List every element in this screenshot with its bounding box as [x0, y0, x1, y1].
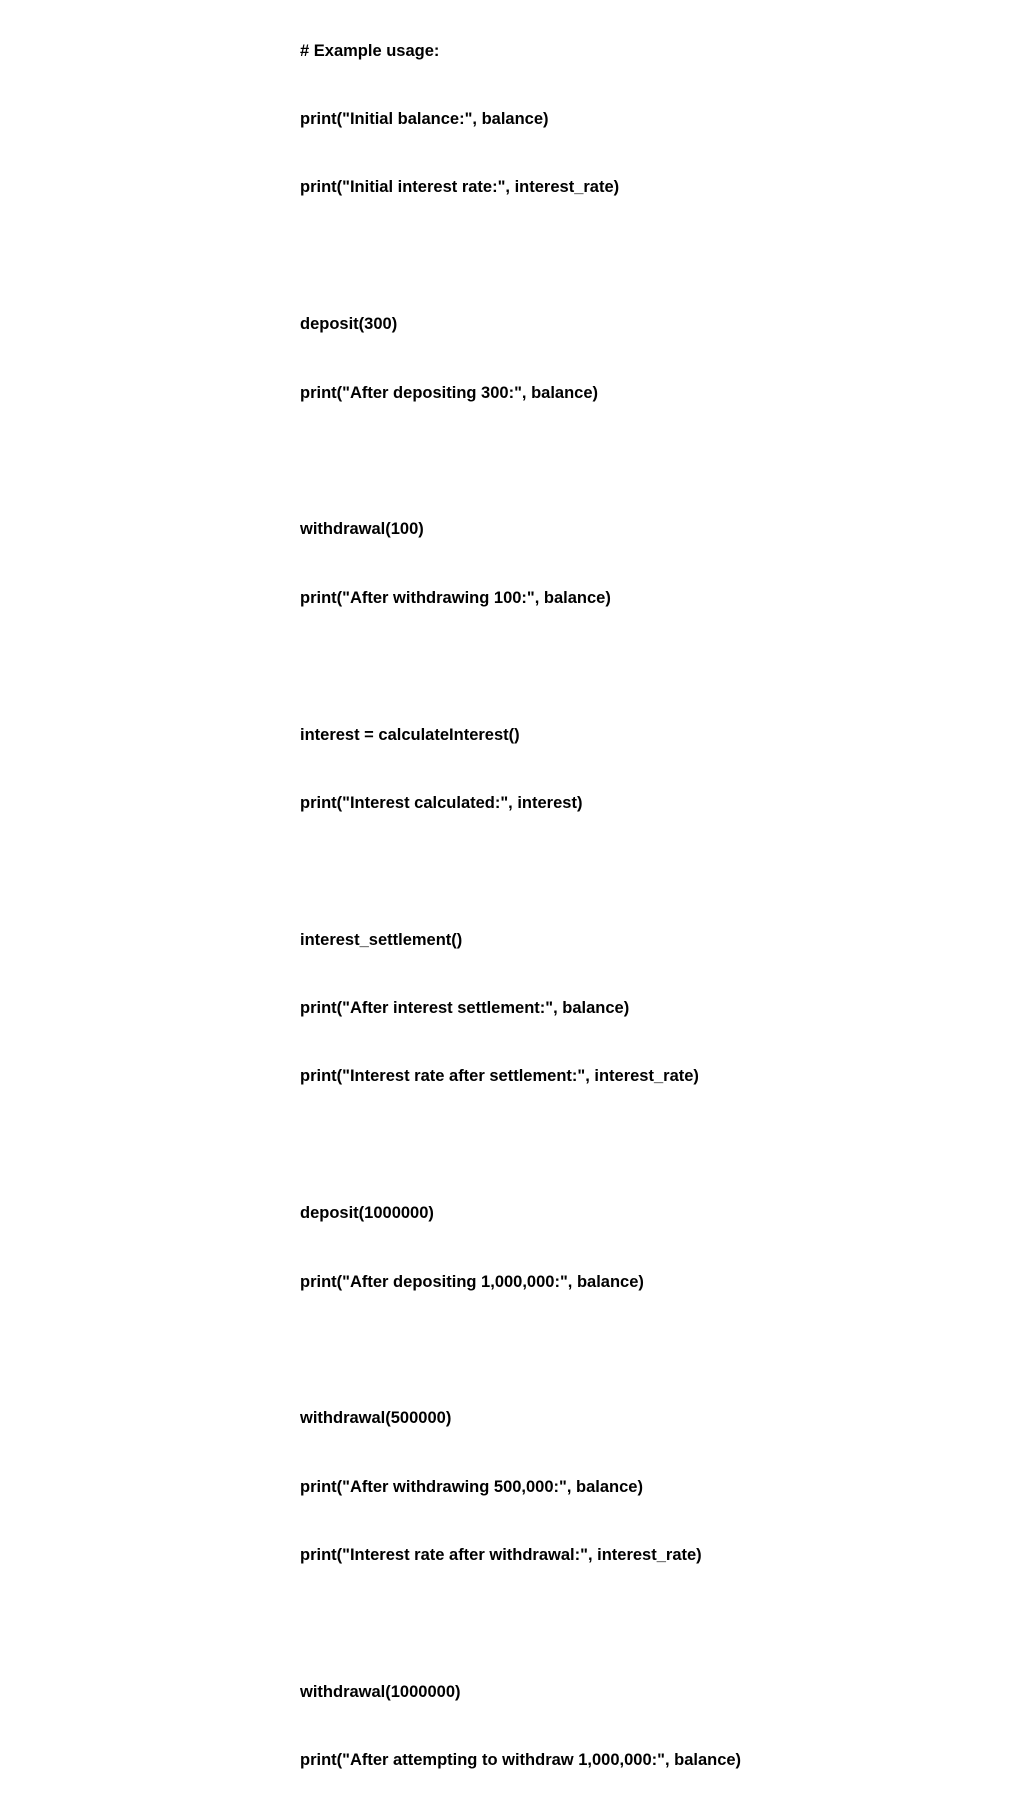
- code-line: print("Interest calculated:", interest): [300, 793, 583, 812]
- code-line: print("After interest settlement:", balance): [300, 999, 630, 1018]
- code-line: withdrawal(100): [300, 520, 424, 539]
- code-line: print("After depositing 1,000,000:", balance): [300, 1272, 644, 1291]
- code-line: print("Interest rate after withdrawal:", interest_rate): [300, 1546, 702, 1565]
- code-line: [300, 860, 741, 883]
- code-line: withdrawal(1000000): [300, 1682, 461, 1701]
- code-line: deposit(1000000): [300, 1204, 434, 1223]
- code-block: [300, 0, 741, 1818]
- code-line: interest_settlement(): [300, 930, 463, 949]
- code-line: withdrawal(500000): [300, 1409, 452, 1428]
- code-line: print("After withdrawing 500,000:", balance): [300, 1477, 643, 1496]
- code-line: interest = calculateInterest(): [300, 725, 520, 744]
- code-line: [300, 1339, 741, 1362]
- code-line: print("After depositing 300:", balance): [300, 383, 599, 402]
- code-line: print("Interest rate after settlement:", interest_rate): [300, 1067, 699, 1086]
- code-line: print("Initial balance:", balance): [300, 109, 549, 128]
- code-line: # Example usage:: [300, 41, 440, 60]
- code-line: deposit(300): [300, 315, 398, 334]
- code-line: [300, 450, 741, 473]
- code-line: [300, 245, 741, 268]
- code-line: print("Initial interest rate:", interest_rate): [300, 178, 620, 197]
- code-line: [300, 1613, 741, 1636]
- code-line: print("After withdrawing 100:", balance): [300, 588, 611, 607]
- code-line: [300, 655, 741, 678]
- code-line: print("After attempting to withdraw 1,000,000:", balance): [300, 1751, 742, 1770]
- code-line: [300, 1134, 741, 1157]
